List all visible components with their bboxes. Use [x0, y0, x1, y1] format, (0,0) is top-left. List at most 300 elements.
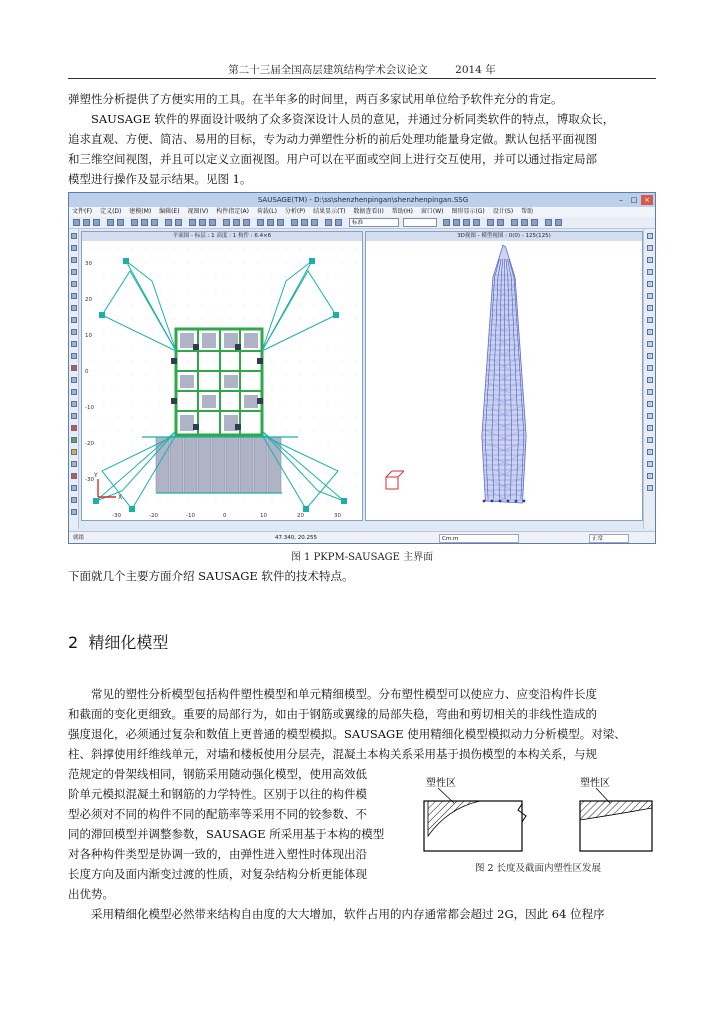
core-slab	[180, 415, 194, 431]
menu-item[interactable]: 帮助	[521, 208, 534, 215]
slab-icon[interactable]	[223, 219, 230, 226]
column-tool-icon[interactable]	[71, 305, 77, 311]
result-icon[interactable]	[257, 219, 264, 226]
grid-dot	[356, 431, 357, 432]
grid-dot	[118, 319, 119, 320]
grid-dot	[244, 319, 245, 320]
select-mode-field[interactable]	[589, 534, 629, 543]
help-icon[interactable]	[555, 219, 562, 226]
grid-dot	[272, 305, 273, 306]
axis-cube-edge	[386, 471, 392, 477]
grid-dot	[230, 305, 231, 306]
plastic-zone-diagram	[418, 776, 658, 856]
plan-tick-x: -10	[186, 513, 195, 519]
grid-dot	[202, 263, 203, 264]
grid-dot	[146, 445, 147, 446]
zoom-fit-icon[interactable]	[647, 305, 653, 311]
grid-dot	[342, 487, 343, 488]
grid-dot	[90, 501, 91, 502]
menu-item[interactable]: 定义(D)	[100, 208, 122, 215]
tower-base-node	[483, 500, 486, 503]
body-wrap-paragraph	[68, 764, 408, 904]
grid-dot	[286, 389, 287, 390]
grid-dot	[356, 473, 357, 474]
table-icon[interactable]	[277, 219, 284, 226]
grid-dot	[286, 403, 287, 404]
brace-tool-icon[interactable]	[71, 329, 77, 335]
extend-tool-icon[interactable]	[71, 437, 77, 443]
render-icon[interactable]	[647, 341, 653, 347]
mega-column	[309, 258, 315, 264]
hide-icon[interactable]	[647, 317, 653, 323]
3d-view-icon[interactable]	[443, 219, 450, 226]
measure-icon[interactable]	[511, 219, 518, 226]
grid-dot	[90, 291, 91, 292]
outrigger-truss	[126, 261, 176, 351]
grid-dot	[174, 417, 175, 418]
grid-dot	[160, 417, 161, 418]
outrigger-truss	[262, 261, 312, 351]
grid-dot	[216, 319, 217, 320]
grid-dot	[174, 277, 175, 278]
grid-dot	[328, 347, 329, 348]
mirror-tool-icon[interactable]	[71, 401, 77, 407]
grid-dot	[202, 501, 203, 502]
grid-dot	[342, 333, 343, 334]
copy-tool-icon[interactable]	[71, 377, 77, 383]
view-front-icon[interactable]	[647, 245, 653, 251]
grid-dot	[328, 403, 329, 404]
grid-dot	[328, 473, 329, 474]
grid-dot	[356, 319, 357, 320]
mega-column	[123, 258, 129, 264]
grid-dot	[300, 445, 301, 446]
new-file-icon[interactable]	[73, 219, 80, 226]
plan-drawing	[82, 241, 362, 521]
grid-dot	[188, 389, 189, 390]
rotate-icon[interactable]	[165, 219, 172, 226]
grid-dot	[90, 305, 91, 306]
label-icon[interactable]	[335, 219, 342, 226]
grid-dot	[132, 501, 133, 502]
beam-tool-icon[interactable]	[71, 293, 77, 299]
check-tool-icon[interactable]	[71, 473, 77, 479]
slab-panel	[212, 437, 225, 493]
figure1-caption: 图 1 PKPM-SAUSAGE 主界面	[290, 552, 434, 563]
grid-icon[interactable]	[175, 219, 182, 226]
grid-dot	[300, 417, 301, 418]
menu-item[interactable]: 数据查看(I)	[353, 208, 384, 215]
grid-dot	[314, 347, 315, 348]
grid-dot	[342, 417, 343, 418]
grid-dot	[160, 277, 161, 278]
grid-dot	[314, 417, 315, 418]
menu-item[interactable]: 构件指定(A)	[216, 208, 249, 215]
plan-tick-y: 20	[85, 297, 92, 303]
grid-dot	[328, 375, 329, 376]
grid-dot	[90, 417, 91, 418]
body-line: 型必须对不同的构件不同的配筋率等采用不同的铰参数、不	[68, 807, 367, 821]
plan-view-icon[interactable]	[453, 219, 460, 226]
rectangle-icon[interactable]	[71, 281, 77, 287]
grid-dot	[146, 403, 147, 404]
grid-dot	[118, 305, 119, 306]
show-icon[interactable]	[647, 329, 653, 335]
grid-dot	[118, 417, 119, 418]
column-icon[interactable]	[199, 219, 206, 226]
intro-line: 模型进行操作及显示结果。见图 1。	[68, 172, 252, 186]
grid-dot	[286, 473, 287, 474]
grid-dot	[202, 305, 203, 306]
grid-dot	[356, 501, 357, 502]
window-title: SAUSAGE(TM) - D:\ss\shenzhenpingan\shenzhenpingan.SSG	[257, 196, 469, 204]
grid-dot	[342, 305, 343, 306]
chart-icon[interactable]	[267, 219, 274, 226]
grid-dot	[188, 403, 189, 404]
grid-dot	[230, 389, 231, 390]
filter-icon[interactable]	[311, 219, 318, 226]
polyline-icon[interactable]	[71, 269, 77, 275]
grid-dot	[272, 263, 273, 264]
menu-item[interactable]: 视图(V)	[187, 208, 209, 215]
grid-dot	[286, 319, 287, 320]
grid-dot	[300, 263, 301, 264]
slab-panel	[254, 437, 267, 493]
grid-dot	[286, 361, 287, 362]
section-title: 精细化模型	[88, 633, 169, 652]
grid-dot	[132, 473, 133, 474]
grid-dot	[300, 347, 301, 348]
light-icon[interactable]	[647, 437, 653, 443]
grid-dot	[104, 361, 105, 362]
zoom-out-icon[interactable]	[647, 293, 653, 299]
plan-tick-x: 20	[297, 513, 304, 519]
view-combo[interactable]	[403, 218, 437, 227]
grid-dot	[356, 263, 357, 264]
slab-tool-icon[interactable]	[71, 341, 77, 347]
grid-dot	[104, 249, 105, 250]
window-split-icon[interactable]	[487, 219, 494, 226]
grid-dot	[356, 277, 357, 278]
axis-tool-icon[interactable]	[71, 497, 77, 503]
grid-dot	[216, 263, 217, 264]
plan-view-pane[interactable]	[81, 231, 363, 521]
wireframe-icon[interactable]	[647, 353, 653, 359]
grid-dot	[118, 375, 119, 376]
grid-dot	[132, 305, 133, 306]
save-icon[interactable]	[93, 219, 100, 226]
grid-dot	[272, 431, 273, 432]
body-line: 和截面的变化更细致。重要的局部行为，如由于钢筋或翼缘的局部失稳，弯曲和剪切相关的非线性造成的	[68, 707, 597, 721]
slab-panel	[226, 437, 239, 493]
grid-dot	[174, 389, 175, 390]
menu-item[interactable]: 分析(P)	[284, 208, 306, 215]
grid-dot	[258, 375, 259, 376]
transition-paragraph	[68, 566, 656, 586]
column-mark	[171, 358, 177, 364]
grid-dot	[328, 249, 329, 250]
tower-drawing	[366, 241, 642, 521]
grid-dot	[146, 305, 147, 306]
grid-dot	[104, 445, 105, 446]
grid-dot	[356, 445, 357, 446]
settings-icon[interactable]	[545, 219, 552, 226]
grid-dot	[160, 403, 161, 404]
x-axis-label: X	[118, 494, 123, 501]
grid-dot	[188, 263, 189, 264]
grid-dot	[216, 305, 217, 306]
y-axis-label: Y	[94, 472, 98, 479]
grid-dot	[258, 431, 259, 432]
refresh-icon[interactable]	[497, 219, 504, 226]
grid-dot	[314, 375, 315, 376]
wall-icon[interactable]	[209, 219, 216, 226]
grid-dot	[104, 333, 105, 334]
grid-dot	[300, 403, 301, 404]
trim-tool-icon[interactable]	[71, 425, 77, 431]
camera-icon[interactable]	[647, 449, 653, 455]
view-iso-icon[interactable]	[647, 269, 653, 275]
grid-dot	[146, 473, 147, 474]
grid-dot	[202, 249, 203, 250]
color-icon[interactable]	[325, 219, 332, 226]
grid-dot	[146, 249, 147, 250]
grid-dot	[356, 361, 357, 362]
beam-icon[interactable]	[189, 219, 196, 226]
grid-dot	[188, 501, 189, 502]
grid-tool-icon[interactable]	[71, 485, 77, 491]
grid-dot	[230, 501, 231, 502]
animate-icon[interactable]	[647, 389, 653, 395]
intro-line: 追求直观、方便、简洁、易用的目标，专为动力弹塑性分析的前后处理功能量身定做。默认包括平面视图	[68, 132, 597, 146]
grid-dot	[258, 417, 259, 418]
analysis-icon[interactable]	[243, 219, 250, 226]
grid-dot	[174, 319, 175, 320]
export-icon[interactable]	[647, 461, 653, 467]
grid-dot	[174, 431, 175, 432]
grid-dot	[90, 403, 91, 404]
pan-icon[interactable]	[141, 219, 148, 226]
section-icon[interactable]	[647, 365, 653, 371]
plan-tick-x: 30	[334, 513, 341, 519]
grid-dot	[356, 375, 357, 376]
contour-icon[interactable]	[647, 401, 653, 407]
view-top-icon[interactable]	[647, 233, 653, 239]
grid-dot	[160, 361, 161, 362]
grid-dot	[300, 375, 301, 376]
body-line: 常见的塑性分析模型包括构件塑性模型和单元精细模型。分布塑性模型可以使应力、应变沿构件长度	[91, 687, 597, 701]
grid-dot	[356, 403, 357, 404]
delete-tool-icon[interactable]	[71, 365, 77, 371]
grid-dot	[146, 375, 147, 376]
open-file-icon[interactable]	[83, 219, 90, 226]
grid-dot	[90, 473, 91, 474]
menu-item[interactable]: 窗口(W)	[420, 208, 444, 215]
slab-panel	[170, 437, 183, 493]
move-tool-icon[interactable]	[71, 389, 77, 395]
intro-paragraph	[68, 89, 656, 189]
grid-dot	[244, 389, 245, 390]
3d-view-pane[interactable]	[365, 231, 643, 521]
body-line: 对各种构件类型是协调一致的，由弹性进入塑性时体现出沿	[68, 847, 367, 861]
grid-dot	[132, 361, 133, 362]
layer-icon[interactable]	[301, 219, 308, 226]
grid-dot	[230, 403, 231, 404]
grid-dot	[342, 291, 343, 292]
menu-item[interactable]: 建模(M)	[129, 208, 152, 215]
grid-dot	[356, 487, 357, 488]
grid-dot	[258, 291, 259, 292]
grid-dot	[90, 459, 91, 460]
grid-dot	[258, 501, 259, 502]
array-tool-icon[interactable]	[71, 413, 77, 419]
print-icon[interactable]	[647, 473, 653, 479]
mega-column	[333, 312, 339, 318]
grid-dot	[132, 403, 133, 404]
grid-dot	[146, 319, 147, 320]
opening-tool-icon[interactable]	[71, 353, 77, 359]
dimension-tool-icon[interactable]	[71, 509, 77, 515]
wall-tool-icon[interactable]	[71, 317, 77, 323]
line-icon[interactable]	[71, 245, 77, 251]
plan-tick-y: 0	[85, 369, 89, 375]
grid-dot	[146, 431, 147, 432]
layer-combo[interactable]: 标准	[349, 218, 399, 227]
plan-tick-x: -30	[112, 513, 121, 519]
grid-dot	[300, 277, 301, 278]
grid-dot	[146, 333, 147, 334]
column-mark	[257, 398, 263, 404]
ortho-icon[interactable]	[531, 219, 538, 226]
plan-tick-y: -30	[85, 477, 94, 483]
grid-dot	[104, 501, 105, 502]
grid-dot	[202, 361, 203, 362]
legend-icon[interactable]	[647, 413, 653, 419]
grid-dot	[202, 375, 203, 376]
status-coordinates: 47.340, 20.255	[275, 535, 317, 541]
grid-dot	[258, 389, 259, 390]
mega-column	[303, 506, 309, 512]
grid-dot	[314, 277, 315, 278]
grid-dot	[258, 263, 259, 264]
body-line: 范规定的骨架线相同，钢筋采用随动强化模型，使用高效低	[68, 767, 367, 781]
view-side-icon[interactable]	[647, 257, 653, 263]
final-paragraph	[68, 904, 656, 924]
grid-dot	[328, 445, 329, 446]
menu-item[interactable]: 设计(S)	[492, 208, 514, 215]
grid-dot	[216, 389, 217, 390]
grid-dot	[132, 319, 133, 320]
snap-icon[interactable]	[521, 219, 528, 226]
grid-dot	[328, 305, 329, 306]
zoom-in-icon[interactable]	[647, 281, 653, 287]
menu-item[interactable]: 荷载(L)	[256, 208, 277, 215]
grid-dot	[300, 501, 301, 502]
label-view-icon[interactable]	[647, 425, 653, 431]
grid-dot	[174, 249, 175, 250]
menu-item[interactable]: 帮助(H)	[391, 208, 413, 215]
grid-dot	[216, 361, 217, 362]
grid-dot	[286, 501, 287, 502]
body-line: 长度方向及面内渐变过渡的性质，对复杂结构分析更能体现	[68, 867, 367, 881]
undo-icon[interactable]	[107, 219, 114, 226]
load-icon[interactable]	[233, 219, 240, 226]
grid-dot	[118, 459, 119, 460]
grid-dot	[244, 361, 245, 362]
deform-icon[interactable]	[647, 377, 653, 383]
grid-dot	[272, 291, 273, 292]
core-slab	[202, 333, 216, 348]
select-mode-value: 正常	[592, 536, 604, 542]
axon-icon[interactable]	[473, 219, 480, 226]
grid-dot	[328, 277, 329, 278]
grid-dot	[328, 263, 329, 264]
grid-dot	[300, 249, 301, 250]
conference-name: 第二十三届全国高层建筑结构学术会议论文	[228, 64, 428, 76]
elevation-view-icon[interactable]	[463, 219, 470, 226]
header-year: 2014 年	[455, 64, 496, 76]
grid-dot	[202, 277, 203, 278]
redo-icon[interactable]	[117, 219, 124, 226]
grid-dot	[160, 263, 161, 264]
unit-field[interactable]	[439, 534, 519, 543]
grid-dot	[216, 375, 217, 376]
menu-item[interactable]: 文件(F)	[72, 208, 93, 215]
grid-dot	[328, 431, 329, 432]
core-slab	[180, 375, 194, 388]
minimize-icon[interactable]: –	[619, 196, 623, 204]
body-paragraph	[68, 684, 656, 764]
plan-tick-x: 10	[260, 513, 267, 519]
grid-dot	[118, 487, 119, 488]
break-tool-icon[interactable]	[71, 449, 77, 455]
menu-item[interactable]: 编辑(E)	[159, 208, 180, 215]
grid-dot	[356, 333, 357, 334]
grid-dot	[342, 375, 343, 376]
axis-cube-edge	[398, 471, 404, 477]
grid-dot	[104, 417, 105, 418]
grid-dot	[356, 347, 357, 348]
grid-dot	[118, 333, 119, 334]
grid-dot	[146, 361, 147, 362]
select-icon[interactable]	[131, 219, 138, 226]
mega-column	[93, 498, 99, 504]
body-line: 采用精细化模型必然带来结构自由度的大大增加，软件占用的内存通常都会超过 2G，因此 64 位程序	[91, 907, 605, 921]
grid-dot	[174, 263, 175, 264]
maximize-icon[interactable]: □	[630, 196, 638, 204]
grid-dot	[286, 333, 287, 334]
grid-dot	[272, 361, 273, 362]
menu-item[interactable]: 结果显示(T)	[313, 208, 346, 215]
zoom-icon[interactable]	[151, 219, 158, 226]
close-icon[interactable]: ×	[641, 195, 653, 205]
grid-dot	[272, 389, 273, 390]
grid-dot	[286, 263, 287, 264]
pointer-icon[interactable]	[71, 233, 77, 239]
grid-dot	[104, 277, 105, 278]
grid-dot	[286, 445, 287, 446]
grid-dot	[132, 263, 133, 264]
grid-dot	[118, 263, 119, 264]
tower-base-node	[523, 500, 526, 503]
info-icon[interactable]	[647, 485, 653, 491]
menu-item[interactable]: 图形显示(G)	[451, 208, 485, 215]
arc-icon[interactable]	[71, 257, 77, 263]
page-header	[68, 63, 656, 79]
node-tool-icon[interactable]	[71, 461, 77, 467]
view-icon[interactable]	[291, 219, 298, 226]
grid-dot	[118, 403, 119, 404]
